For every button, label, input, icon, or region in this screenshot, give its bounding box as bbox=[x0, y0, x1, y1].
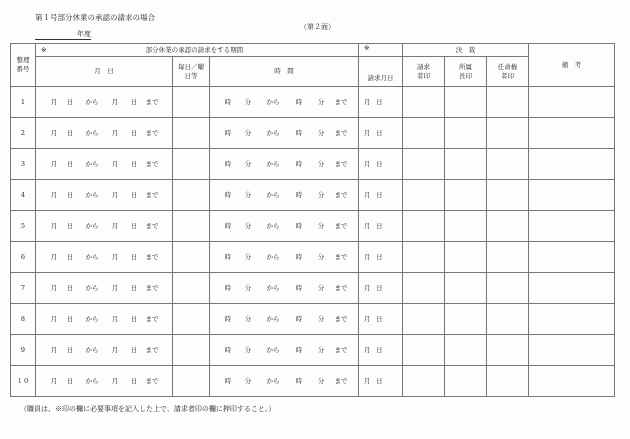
remarks-field[interactable] bbox=[529, 118, 615, 149]
dept-head-seal-field[interactable] bbox=[445, 87, 487, 118]
period-header-label: 部分休業の承認の請求をする期間 bbox=[145, 45, 244, 54]
time-range-field[interactable]: 時 分 から 時 分 まで bbox=[210, 242, 359, 273]
footer-note: （職員は、※印の欄に必要事項を記入した上で、請求者印の欄に押印すること。） bbox=[20, 405, 276, 413]
remarks-field[interactable] bbox=[529, 242, 615, 273]
time-range-field[interactable]: 時 分 から 時 分 まで bbox=[210, 366, 359, 397]
row-number: 8 bbox=[11, 304, 36, 335]
request-date-field[interactable]: 月 日 bbox=[359, 366, 403, 397]
requester-seal-field[interactable] bbox=[403, 335, 445, 366]
row-number: 7 bbox=[11, 273, 36, 304]
row-number: 3 bbox=[11, 149, 36, 180]
table-row bbox=[11, 335, 615, 366]
remarks-field[interactable] bbox=[529, 335, 615, 366]
table-row bbox=[11, 366, 615, 397]
table-row bbox=[11, 180, 615, 211]
appointer-seal-field[interactable] bbox=[487, 149, 529, 180]
daily-weekday-field[interactable] bbox=[173, 149, 210, 180]
time-range-field[interactable]: 時 分 から 時 分 まで bbox=[210, 87, 359, 118]
table-row bbox=[11, 149, 615, 180]
table-row bbox=[11, 87, 615, 118]
time-range-field[interactable]: 時 分 から 時 分 まで bbox=[210, 273, 359, 304]
requester-seal-field[interactable] bbox=[403, 149, 445, 180]
dept-head-seal-field[interactable] bbox=[445, 335, 487, 366]
requester-seal-field[interactable] bbox=[403, 242, 445, 273]
appointer-seal-field[interactable] bbox=[487, 118, 529, 149]
dept-head-seal-header: 所属 長印 bbox=[445, 57, 487, 87]
requester-seal-field[interactable] bbox=[403, 273, 445, 304]
daily-weekday-field[interactable] bbox=[173, 211, 210, 242]
date-range-field[interactable]: 月 日 から 月 日 まで bbox=[36, 335, 173, 366]
time-range-field[interactable]: 時 分 から 時 分 まで bbox=[210, 304, 359, 335]
daily-weekday-field[interactable] bbox=[173, 273, 210, 304]
requester-seal-field[interactable] bbox=[403, 180, 445, 211]
dept-head-seal-field[interactable] bbox=[445, 366, 487, 397]
remarks-field[interactable] bbox=[529, 149, 615, 180]
date-range-field[interactable]: 月 日 から 月 日 まで bbox=[36, 211, 173, 242]
request-date-field[interactable]: 月 日 bbox=[359, 335, 403, 366]
row-number: 5 bbox=[11, 211, 36, 242]
requester-seal-field[interactable] bbox=[403, 304, 445, 335]
request-date-field[interactable]: 月 日 bbox=[359, 87, 403, 118]
daily-weekday-header: 毎日／曜 日等 bbox=[173, 57, 210, 87]
date-range-field[interactable]: 月 日 から 月 日 まで bbox=[36, 242, 173, 273]
request-mark-cell: ※ bbox=[359, 44, 403, 57]
time-range-field[interactable]: 時 分 から 時 分 まで bbox=[210, 118, 359, 149]
request-date-header: 請求月日 bbox=[359, 57, 403, 87]
table-row bbox=[11, 211, 615, 242]
appointer-seal-field[interactable] bbox=[487, 335, 529, 366]
request-date-field[interactable]: 月 日 bbox=[359, 211, 403, 242]
appointer-seal-field[interactable] bbox=[487, 304, 529, 335]
row-number: 2 bbox=[11, 118, 36, 149]
remarks-header: 備 考 bbox=[529, 44, 615, 87]
dept-head-seal-field[interactable] bbox=[445, 304, 487, 335]
requester-seal-field[interactable] bbox=[403, 87, 445, 118]
serial-number-header: 整理 番号 bbox=[11, 44, 36, 87]
request-date-field[interactable]: 月 日 bbox=[359, 242, 403, 273]
date-range-field[interactable]: 月 日 から 月 日 まで bbox=[36, 87, 173, 118]
appointer-seal-field[interactable] bbox=[487, 180, 529, 211]
daily-weekday-field[interactable] bbox=[173, 180, 210, 211]
period-header bbox=[36, 44, 359, 57]
remarks-field[interactable] bbox=[529, 273, 615, 304]
daily-weekday-field[interactable] bbox=[173, 366, 210, 397]
table-row bbox=[11, 118, 615, 149]
dept-head-seal-field[interactable] bbox=[445, 211, 487, 242]
row-number: 9 bbox=[11, 335, 36, 366]
row-number: 1 bbox=[11, 87, 36, 118]
remarks-field[interactable] bbox=[529, 366, 615, 397]
table-row bbox=[11, 304, 615, 335]
daily-weekday-field[interactable] bbox=[173, 242, 210, 273]
date-range-field[interactable]: 月 日 から 月 日 まで bbox=[36, 118, 173, 149]
table-row bbox=[11, 273, 615, 304]
asterisk-mark: ※ bbox=[41, 45, 47, 54]
remarks-field[interactable] bbox=[529, 180, 615, 211]
appointer-seal-header: 任命権 者印 bbox=[487, 57, 529, 87]
appointer-seal-field[interactable] bbox=[487, 242, 529, 273]
requester-seal-field[interactable] bbox=[403, 366, 445, 397]
daily-weekday-field[interactable] bbox=[173, 304, 210, 335]
time-range-field[interactable]: 時 分 から 時 分 まで bbox=[210, 335, 359, 366]
daily-weekday-field[interactable] bbox=[173, 335, 210, 366]
remarks-field[interactable] bbox=[529, 304, 615, 335]
request-date-field[interactable]: 月 日 bbox=[359, 304, 403, 335]
remarks-field[interactable] bbox=[529, 87, 615, 118]
appointer-seal-field[interactable] bbox=[487, 273, 529, 304]
request-date-field[interactable]: 月 日 bbox=[359, 149, 403, 180]
appointer-seal-field[interactable] bbox=[487, 211, 529, 242]
requester-seal-field[interactable] bbox=[403, 118, 445, 149]
request-date-field[interactable]: 月 日 bbox=[359, 180, 403, 211]
row-number: 6 bbox=[11, 242, 36, 273]
appointer-seal-field[interactable] bbox=[487, 87, 529, 118]
date-range-field[interactable]: 月 日 から 月 日 まで bbox=[36, 366, 173, 397]
row-number: １０ bbox=[11, 366, 36, 397]
appointer-seal-field[interactable] bbox=[487, 366, 529, 397]
form-title: 第１号部分休業の承認の請求の場合 bbox=[35, 13, 155, 22]
page-label: （第２面） bbox=[300, 23, 335, 31]
daily-weekday-field[interactable] bbox=[173, 87, 210, 118]
leave-request-table bbox=[10, 43, 615, 397]
date-range-field[interactable]: 月 日 から 月 日 まで bbox=[36, 149, 173, 180]
date-range-field[interactable]: 月 日 から 月 日 まで bbox=[36, 180, 173, 211]
decision-header: 決 裁 bbox=[403, 44, 529, 57]
date-range-field[interactable]: 月 日 から 月 日 まで bbox=[36, 304, 173, 335]
requester-seal-header: 請求 者印 bbox=[403, 57, 445, 87]
request-date-field[interactable]: 月 日 bbox=[359, 118, 403, 149]
table-row bbox=[11, 242, 615, 273]
request-date-field[interactable]: 月 日 bbox=[359, 273, 403, 304]
month-day-header: 月 日 bbox=[36, 57, 173, 87]
time-range-field[interactable]: 時 分 から 時 分 まで bbox=[210, 180, 359, 211]
time-header: 時 間 bbox=[210, 57, 359, 87]
daily-weekday-field[interactable] bbox=[173, 118, 210, 149]
dept-head-seal-field[interactable] bbox=[445, 118, 487, 149]
dept-head-seal-field[interactable] bbox=[445, 273, 487, 304]
dept-head-seal-field[interactable] bbox=[445, 242, 487, 273]
dept-head-seal-field[interactable] bbox=[445, 149, 487, 180]
dept-head-seal-field[interactable] bbox=[445, 180, 487, 211]
time-range-field[interactable]: 時 分 から 時 分 まで bbox=[210, 211, 359, 242]
requester-seal-field[interactable] bbox=[403, 211, 445, 242]
row-number: 4 bbox=[11, 180, 36, 211]
date-range-field[interactable]: 月 日 から 月 日 まで bbox=[36, 273, 173, 304]
fiscal-year-field[interactable]: 年度 bbox=[35, 30, 91, 40]
time-range-field[interactable]: 時 分 から 時 分 まで bbox=[210, 149, 359, 180]
remarks-field[interactable] bbox=[529, 211, 615, 242]
